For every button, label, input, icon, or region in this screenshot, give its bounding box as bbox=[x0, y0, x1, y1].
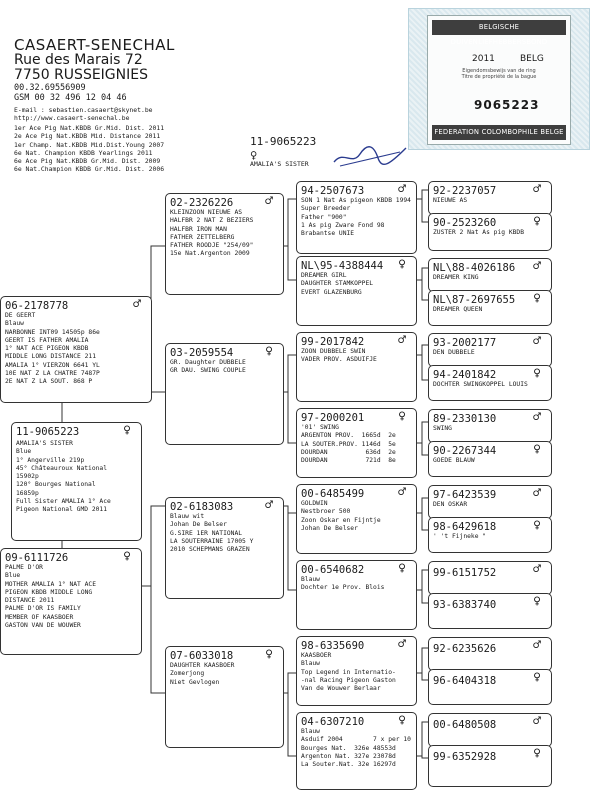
pigeon-box-gen4[interactable] bbox=[428, 669, 552, 705]
male-symbol-icon: ♂ bbox=[265, 498, 273, 513]
female-symbol-icon: ♀ bbox=[533, 214, 541, 229]
ring-number: 06-2178778 bbox=[5, 300, 69, 312]
pigeon-info: ZUSTER 2 Nat As pig KBDB bbox=[433, 229, 524, 236]
owner-name: CASAERT-SENECHAL bbox=[14, 36, 175, 54]
ring-number: NL\88-4026186 bbox=[433, 262, 516, 274]
owner-city: 7750 RUSSEIGNIES bbox=[14, 67, 148, 83]
male-symbol-icon: ♂ bbox=[533, 562, 541, 577]
female-symbol-icon: ♀ bbox=[123, 423, 131, 438]
email-text: E-mail : sebastien.casaert@skynet.be bbox=[14, 106, 153, 114]
achievement-item: 6e Ace Pig Nat.KBDB Gr.Mid. Dist. 2009 bbox=[14, 157, 161, 166]
ring-number: 97-2000201 bbox=[301, 412, 365, 424]
pigeon-box-subject[interactable] bbox=[11, 422, 142, 541]
stamp-ring-number: 9065223 bbox=[474, 98, 540, 112]
achievement-item: 6e Nat.Champion KBDB Gr.Mid. Dist. 2006 bbox=[14, 165, 165, 174]
pigeon-box-sire[interactable] bbox=[0, 296, 152, 403]
pigeon-box-gen4[interactable] bbox=[428, 485, 552, 519]
ring-number: NL\87-2697655 bbox=[433, 294, 516, 306]
pigeon-info: GR. Daughter DUBBELE GR DAU. SWING COUPLE bbox=[170, 359, 246, 375]
website-link[interactable]: http://www.casaert-senechal.be bbox=[14, 114, 130, 123]
male-symbol-icon: ♂ bbox=[265, 194, 273, 209]
female-symbol-icon: ♀ bbox=[123, 549, 131, 564]
ring-number: 00-6540682 bbox=[301, 564, 365, 576]
ring-number: 07-6033018 bbox=[170, 650, 234, 662]
pigeon-box-gen4[interactable] bbox=[428, 637, 552, 671]
pigeon-info: DREAMER GIRL DAUGHTER STAMKOPPEL EVERT GLAZENBURG bbox=[301, 272, 374, 296]
achievement-item: 2e Ace Pig Nat.KBDB Mid. Distance 2011 bbox=[14, 132, 161, 141]
pigeon-box-gen3[interactable] bbox=[296, 484, 417, 554]
male-symbol-icon: ♂ bbox=[533, 259, 541, 274]
pigeon-info: Blauw Dochter 1e Prov. Blois bbox=[301, 576, 385, 592]
ring-number: NL\95-4388444 bbox=[301, 260, 384, 272]
ring-number: 11-9065223 bbox=[16, 426, 80, 438]
male-symbol-icon: ♂ bbox=[398, 485, 406, 500]
ring-number: 94-2507673 bbox=[301, 185, 365, 197]
pigeon-box-dam[interactable] bbox=[0, 548, 142, 655]
pigeon-info: ZOON DUBBELE SWIN VADER PROV. ASDUIFJE bbox=[301, 348, 377, 364]
ring-number: 04-6307210 bbox=[301, 716, 365, 728]
pigeon-box-gen3[interactable] bbox=[296, 712, 417, 790]
pigeon-box-gen4[interactable] bbox=[428, 517, 552, 553]
stamp-country: BELG bbox=[520, 54, 544, 64]
pigeon-info: GOEDE BLAUW bbox=[433, 457, 475, 464]
pigeon-box-granddam-paternal[interactable] bbox=[165, 343, 284, 445]
ring-number: 94-2401842 bbox=[433, 369, 497, 381]
pigeon-box-gen4[interactable] bbox=[428, 593, 552, 629]
female-symbol-icon: ♀ bbox=[398, 561, 406, 576]
pigeon-info: ' 't Fijneke " bbox=[433, 533, 487, 540]
female-symbol-icon: ♀ bbox=[533, 594, 541, 609]
female-symbol-icon: ♀ bbox=[265, 647, 273, 662]
ring-number: 03-2059554 bbox=[170, 347, 234, 359]
pigeon-box-gen4[interactable] bbox=[428, 365, 552, 401]
pigeon-info: SWING bbox=[433, 425, 452, 432]
pigeon-box-gen3[interactable] bbox=[296, 636, 417, 706]
pigeon-box-gen3[interactable] bbox=[296, 560, 417, 630]
female-symbol-icon: ♀ bbox=[533, 518, 541, 533]
ring-number: 99-6151752 bbox=[433, 567, 497, 579]
pigeon-box-gen4[interactable] bbox=[428, 181, 552, 215]
pigeon-info: KAASBOER Blauw Top Legend in Internatio- -nal Racing Pigeon Gaston Van de Wouwer Berlaar bbox=[301, 652, 396, 693]
ring-number: 92-6235626 bbox=[433, 643, 497, 655]
ring-number: 93-6383740 bbox=[433, 599, 497, 611]
pigeon-box-gen3[interactable] bbox=[296, 408, 417, 478]
stamp-federation-title: BELGISCHE DUIVENLIEFHEBBERSBOND bbox=[432, 20, 566, 35]
female-symbol-icon: ♀ bbox=[533, 670, 541, 685]
pigeon-info: '01' SWING ARGENTON PROV. 1665d 2e LA SOUTER.PROV. 1146d 5e DOURDAN 636d 2e DOURDAN 721d 8e bbox=[301, 424, 396, 465]
male-symbol-icon: ♂ bbox=[533, 638, 541, 653]
pigeon-box-grandsire-maternal[interactable] bbox=[165, 497, 284, 599]
female-symbol-icon: ♀ bbox=[265, 344, 273, 359]
pigeon-info: DOCHTER SWINGKOPPEL LOUIS bbox=[433, 381, 528, 388]
pigeon-info: GOLDWIN Nestbroer 500 Zoon Oskar en Fijntje Johan De Belser bbox=[301, 500, 381, 532]
male-symbol-icon: ♂ bbox=[133, 297, 141, 312]
female-symbol-icon: ♀ bbox=[398, 713, 406, 728]
male-symbol-icon: ♂ bbox=[533, 486, 541, 501]
pigeon-info: DAUGHTER KAASBOER Zomerjong Niet Gevlogen bbox=[170, 662, 235, 686]
female-symbol-icon: ♀ bbox=[398, 257, 406, 272]
ring-number: 97-6423539 bbox=[433, 489, 497, 501]
achievement-item: 6e Nat. Champion KBDB Yearlings 2011 bbox=[14, 148, 153, 157]
pigeon-box-gen4[interactable] bbox=[428, 333, 552, 367]
ring-number: 92-2237057 bbox=[433, 185, 497, 197]
pigeon-info: PALME D'OR Blue MOTHER AMALIA 1° NAT ACE PIGEON KBDB MIDDLE LONG DISTANCE 2011 PALME D'OR IS FAMILY MEMBER OF KAASBOER GASTON VAN DE WOUWER bbox=[5, 564, 96, 630]
pigeon-info: Blauw Asduif 2004 7 x per 10 Bourges Nat. 326e 48553d Argenton Nat. 327e 23078d La Souter.Nat. 32e 16297d bbox=[301, 728, 411, 769]
pigeon-box-gen4[interactable] bbox=[428, 713, 552, 747]
ring-number: 90-2523260 bbox=[433, 217, 497, 229]
subject-name: AMALIA'S SISTER bbox=[250, 160, 309, 168]
pigeon-info: SON 1 Nat As pigeon KBDB 1994 Super Breeder Father "900" 1 As pig Zware Fond 98 Brabantse UNIE bbox=[301, 197, 411, 238]
pigeon-info: AMALIA'S SISTER Blue 1° Angerville 219p 45° Châteauroux National 15902p 120° Bourges National 16859p Full Sister AMALIA 1° Ace Pigeon National GMD 2011 bbox=[16, 440, 111, 514]
ring-number: 90-2267344 bbox=[433, 445, 497, 457]
male-symbol-icon: ♂ bbox=[398, 182, 406, 197]
stamp-small-line: Eigendomsbewijs van de ring bbox=[462, 68, 536, 74]
pigeon-box-gen4[interactable] bbox=[428, 290, 552, 326]
stamp-small-line: Titre de propriété de la bague bbox=[461, 74, 537, 80]
pigeon-box-gen3[interactable] bbox=[296, 332, 417, 402]
pigeon-info: DEN DUBBELE bbox=[433, 349, 475, 356]
pigeon-info: DREAMER QUEEN bbox=[433, 306, 483, 313]
pigeon-box-gen4[interactable] bbox=[428, 745, 552, 787]
ring-number: 02-6183083 bbox=[170, 501, 234, 513]
pigeon-info: DE GEERT Blauw NARBONNE INT09 14505p 86e GEERT IS FATHER AMALIA 1° NAT ACE PIGEON KBDB MIDDLE LONG DISTANCE 211 AMALIA 1° VIERZON 6641 YL 10E NAT Z LA CHATRE 7487P 2E NAT Z LA SOUT. 868 P bbox=[5, 312, 100, 386]
male-symbol-icon: ♂ bbox=[533, 410, 541, 425]
achievement-item: 1er Ace Pig Nat.KBDB Gr.Mid. Dist. 2011 bbox=[14, 124, 165, 132]
male-symbol-icon: ♂ bbox=[398, 637, 406, 652]
pigeon-box-granddam-maternal[interactable] bbox=[165, 646, 284, 748]
ring-number: 96-6404318 bbox=[433, 675, 497, 687]
pigeon-info: DEN OSKAR bbox=[433, 501, 468, 508]
ring-number: 89-2330130 bbox=[433, 413, 497, 425]
female-symbol-icon: ♀ bbox=[533, 746, 541, 761]
male-symbol-icon: ♂ bbox=[398, 333, 406, 348]
pigeon-box-gen4[interactable] bbox=[428, 409, 552, 443]
pigeon-box-gen3[interactable] bbox=[296, 181, 417, 254]
pigeon-box-gen4[interactable] bbox=[428, 258, 552, 292]
pigeon-box-gen4[interactable] bbox=[428, 213, 552, 251]
ring-number: 00-6485499 bbox=[301, 488, 365, 500]
ring-number: 93-2002177 bbox=[433, 337, 497, 349]
subject-ring-number: 11-9065223 bbox=[250, 135, 317, 148]
pigeon-info: DREAMER KING bbox=[433, 274, 479, 281]
female-symbol-icon: ♀ bbox=[533, 291, 541, 306]
ring-number: 09-6111726 bbox=[5, 552, 69, 564]
female-symbol-icon: ♀ bbox=[398, 409, 406, 424]
pigeon-info: NIEUWE AS bbox=[433, 197, 468, 204]
owner-gsm: GSM 00 32 496 12 04 46 bbox=[14, 93, 127, 103]
pigeon-info: KLEINZOON NIEUWE AS HALFBR 2 NAT Z BEZIERS HALFBR IRON MAN FATHER ZETTELBERG FATHER ROODJE "254/09" 15e Nat.Argenton 2009 bbox=[170, 209, 254, 258]
pigeon-box-gen4[interactable] bbox=[428, 441, 552, 477]
pigeon-info: Blauw wit Johan De Belser G.SIRE 1ER NATIONAL LA SOUTERRAINE 17005 Y 2010 SCHEPMANS GRAZEN bbox=[170, 513, 254, 554]
pigeon-box-grandsire-paternal[interactable] bbox=[165, 193, 284, 295]
owner-street: Rue des Marais 72 bbox=[14, 52, 143, 68]
ring-number: 98-6429618 bbox=[433, 521, 497, 533]
male-symbol-icon: ♂ bbox=[533, 334, 541, 349]
achievement-item: 1er Champ. Nat.KBDB Mid.Dist.Young 2007 bbox=[14, 140, 165, 149]
ring-number: 99-2017842 bbox=[301, 336, 365, 348]
stamp-year: 2011 bbox=[472, 54, 495, 64]
stamp-federation-subtitle: FEDERATION COLOMBOPHILE BELGE bbox=[432, 125, 566, 140]
female-symbol-icon: ♀ bbox=[533, 366, 541, 381]
owner-phone: 00.32.69556909 bbox=[14, 83, 86, 93]
female-symbol-icon: ♀ bbox=[533, 442, 541, 457]
male-symbol-icon: ♂ bbox=[533, 182, 541, 197]
pigeon-box-gen3[interactable] bbox=[296, 256, 417, 326]
ring-number: 99-6352928 bbox=[433, 751, 497, 763]
female-symbol-icon: ♀ bbox=[250, 148, 258, 162]
ring-number: 02-2326226 bbox=[170, 197, 234, 209]
ring-number: 00-6480508 bbox=[433, 719, 497, 731]
ring-number: 98-6335690 bbox=[301, 640, 365, 652]
male-symbol-icon: ♂ bbox=[533, 714, 541, 729]
pigeon-box-gen4[interactable] bbox=[428, 561, 552, 595]
